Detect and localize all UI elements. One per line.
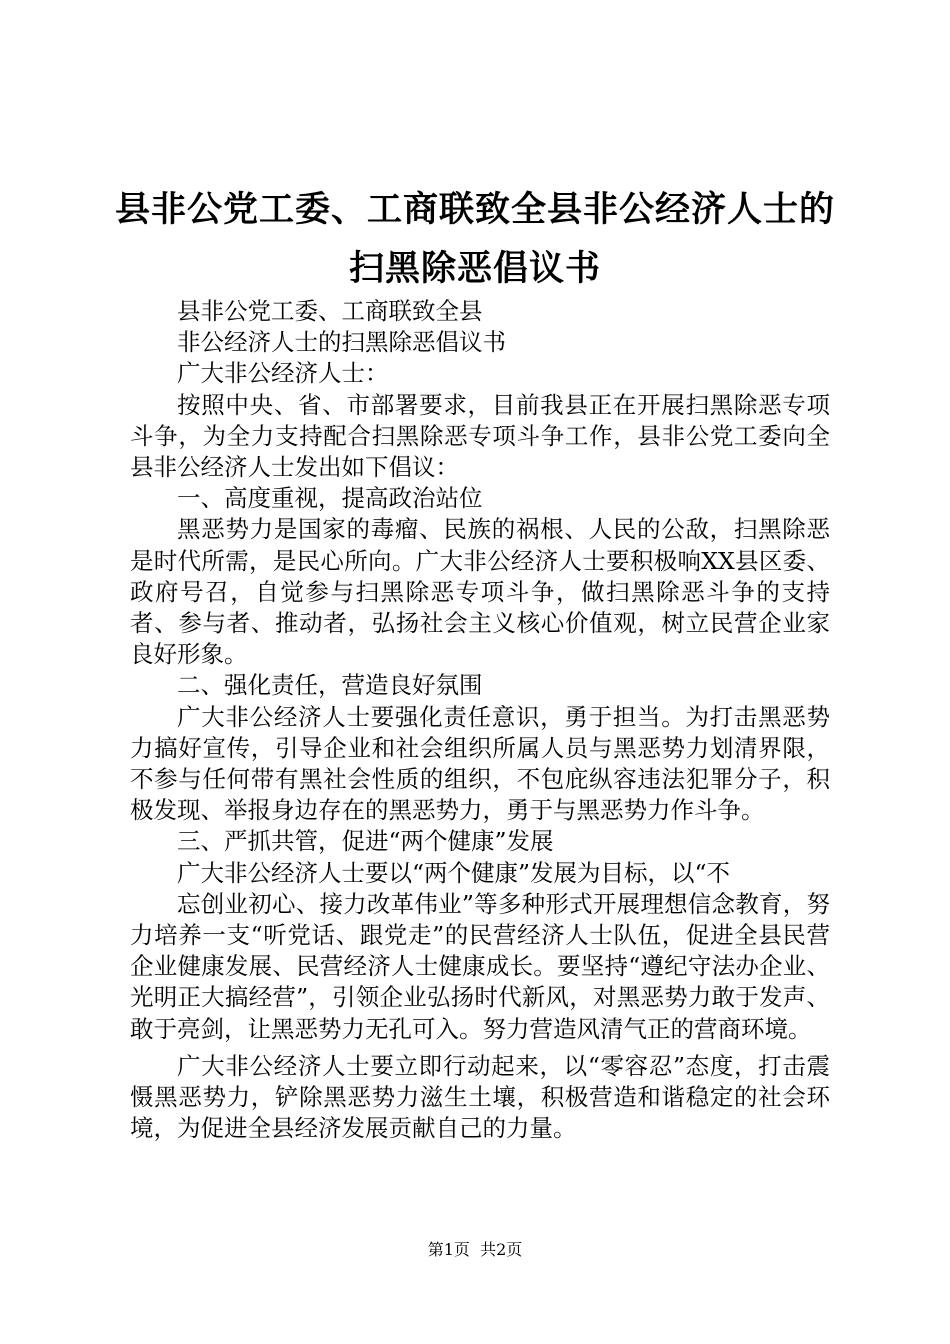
body-paragraph: 黑恶势力是国家的毒瘤、民族的祸根、人民的公敌，扫黑除恶是时代所需，是民心所向。广大非公经济人士要积极响XX县区委、政府号召，自觉参与扫黑除恶专项斗争，做扫黑除恶斗争的支持者、参与者、推动者，弘扬社会主义核心价值观，树立民营企业家良好形象。 bbox=[130, 515, 830, 669]
document-title-line-2: 扫黑除恶倡议书 bbox=[348, 249, 601, 289]
body-paragraph: 广大非公经济人士要强化责任意识，勇于担当。为打击黑恶势力搞好宣传，引导企业和社会组织所属人员与黑恶势力划清界限，不参与任何带有黑社会性质的组织，不包庇纵容违法犯罪分子，积极发现、举报身边存在的黑恶势力，勇于与黑恶势力作斗争。 bbox=[130, 702, 830, 825]
page-number-footer: 第1页 共2页 bbox=[427, 1240, 523, 1259]
body-paragraph: 广大非公经济人士要以“两个健康”发展为目标，以“不 bbox=[177, 858, 731, 887]
body-paragraph: 非公经济人士的扫黑除恶倡议书 bbox=[177, 328, 506, 357]
body-paragraph: 忘创业初心、接力改革伟业”等多种形式开展理想信念教育，努力培养一支“听党话、跟党走”的民营经济人士队伍，促进全县民营企业健康发展、民营经济人士健康成长。要坚持“遵纪守法办企业、光明正大搞经营”，引领企业弘扬时代新风，对黑恶势力敢于发声、敢于亮剑，让黑恶势力无孔可入。努力营造风清气正的营商环境。 bbox=[130, 889, 830, 1043]
document-body bbox=[130, 296, 830, 1144]
body-paragraph: 按照中央、省、市部署要求，目前我县正在开展扫黑除恶专项斗争，为全力支持配合扫黑除恶专项斗争工作，县非公党工委向全县非公经济人士发出如下倡议： bbox=[130, 390, 830, 482]
section-heading: 三、严抓共管，促进“两个健康”发展 bbox=[177, 827, 554, 856]
section-heading: 一、高度重视，提高政治站位 bbox=[177, 484, 483, 513]
salutation: 广大非公经济人士： bbox=[177, 359, 389, 388]
body-paragraph: 广大非公经济人士要立即行动起来，以“零容忍”态度，打击震慑黑恶势力，铲除黑恶势力滋生土壤，积极营造和谐稳定的社会环境，为促进全县经济发展贡献自己的力量。 bbox=[130, 1051, 830, 1143]
body-paragraph: 县非公党工委、工商联致全县 bbox=[177, 297, 483, 325]
document-title-line-1: 县非公党工委、工商联致全县非公经济人士的 bbox=[114, 190, 835, 230]
section-heading: 二、强化责任，营造良好氛围 bbox=[177, 671, 483, 700]
